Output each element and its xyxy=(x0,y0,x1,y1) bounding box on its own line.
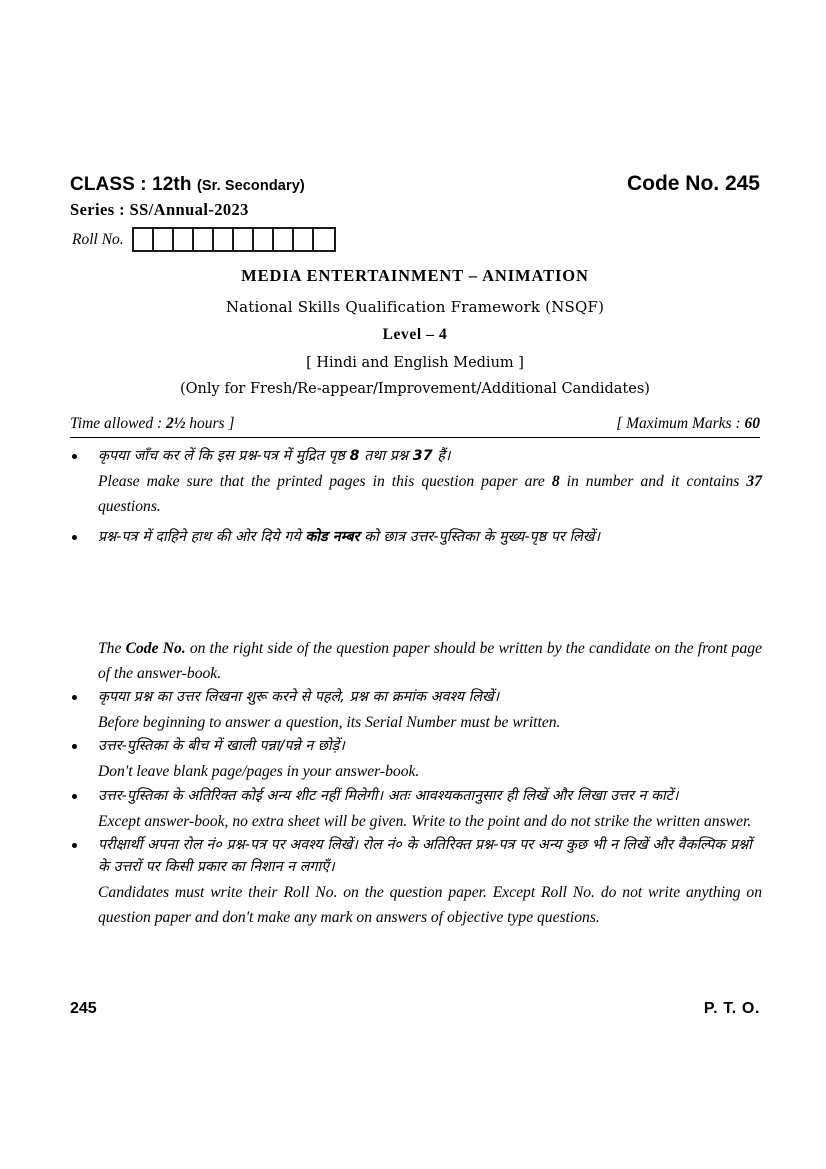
instruction-item-english: Don't leave blank page/pages in your answer-book. xyxy=(98,763,420,781)
time-allowed-value: 2½ xyxy=(166,415,186,432)
instruction-text: in number and it contains xyxy=(559,473,747,490)
roll-number-row xyxy=(72,227,336,252)
roll-number-cell[interactable] xyxy=(274,229,294,250)
roll-number-cell[interactable] xyxy=(194,229,214,250)
header-block xyxy=(70,172,760,220)
series-label: Series : SS/Annual-2023 xyxy=(70,200,249,219)
instruction-code-number-term: Code No. xyxy=(125,639,186,657)
class-code-row xyxy=(70,172,760,196)
footer-paper-code: 245 xyxy=(70,1000,97,1017)
time-allowed-suffix: hours ] xyxy=(185,415,235,432)
roll-number-cell[interactable] xyxy=(134,229,154,250)
instruction-text: कृपया जाँच कर लें कि इस प्रश्न-पत्र में मुद्रित पृष्ठ xyxy=(98,448,350,464)
medium-note: [ Hindi and English Medium ] xyxy=(306,355,524,371)
instruction-text: प्रश्न-पत्र में दाहिने हाथ की ओर दिये गये xyxy=(98,528,306,545)
maximum-marks xyxy=(616,415,760,433)
instruction-item-hindi: उत्तर-पुस्तिका के बीच में खाली पन्ना/पन्ने न छोड़ें। xyxy=(70,735,762,757)
instruction-pages-count: 8 xyxy=(551,473,560,490)
page-footer xyxy=(70,1000,760,1018)
instruction-text: Please make sure that the printed pages in this question paper are xyxy=(98,473,552,490)
exam-title-block xyxy=(70,266,760,397)
instruction-item-hindi xyxy=(70,445,762,467)
instruction-item-english xyxy=(70,469,762,520)
maximum-marks-prefix: [ Maximum Marks : xyxy=(616,415,745,432)
instruction-pages-count: 8 xyxy=(349,448,360,464)
instruction-item-hindi: कृपया प्रश्न का उत्तर लिखना शुरू करने से पहले, प्रश्न का क्रमांक अवश्य लिखें। xyxy=(70,686,762,708)
instruction-text: questions. xyxy=(98,498,161,516)
instruction-item-english xyxy=(70,636,762,687)
subject-title: MEDIA ENTERTAINMENT – ANIMATION xyxy=(241,266,589,285)
instructions-list xyxy=(70,445,762,930)
time-allowed xyxy=(70,415,235,433)
instruction-code-number-term: कोड नम्बर xyxy=(305,528,360,545)
instruction-text: हैं। xyxy=(432,448,451,464)
class-label xyxy=(70,174,305,196)
roll-number-cell[interactable] xyxy=(294,229,314,250)
blank-spacer xyxy=(70,550,762,636)
instruction-item-hindi xyxy=(70,526,762,548)
instruction-questions-count: 37 xyxy=(746,473,762,490)
instruction-text: The xyxy=(98,639,126,657)
instruction-item-english: Before beginning to answer a question, its Serial Number must be written. xyxy=(98,714,561,731)
roll-number-cell[interactable] xyxy=(174,229,194,250)
roll-number-cell[interactable] xyxy=(214,229,234,250)
maximum-marks-value: 60 xyxy=(744,415,760,432)
instruction-text: तथा प्रश्न xyxy=(359,448,413,464)
footer-pto-label: P. T. O. xyxy=(703,1000,760,1017)
framework-title: National Skills Qualification Framework (NSQF) xyxy=(225,298,605,316)
roll-number-input[interactable] xyxy=(132,227,336,252)
time-allowed-prefix: Time allowed : xyxy=(70,415,167,432)
instruction-item-hindi: परीक्षार्थी अपना रोल नं० प्रश्न-पत्र पर अवश्य लिखें। रोल नं० के अतिरिक्त प्रश्न-पत्र पर अन्य कुछ भी न लिखें और वैकल्पिक प्रश्नों के उत्तरों पर किसी प्रकार का निशान न लगाएँ। xyxy=(70,834,762,878)
instruction-text: on the right side of the question paper should be written by the candidate on the front page of the answer-book. xyxy=(98,639,762,682)
roll-number-cell[interactable] xyxy=(234,229,254,250)
roll-number-cell[interactable] xyxy=(314,229,334,250)
instruction-item-english: Except answer-book, no extra sheet will be given. Write to the point and do not strike the written answer. xyxy=(98,812,752,830)
candidate-eligibility-note: (Only for Fresh/Re-appear/Improvement/Additional Candidates) xyxy=(180,381,650,397)
instruction-item-english: Candidates must write their Roll No. on the question paper. Except Roll No. do not write anything on question paper and don't make any mark on answers of objective type questions. xyxy=(98,883,762,926)
time-and-marks-row xyxy=(70,415,760,438)
instruction-questions-count: 37 xyxy=(412,448,433,464)
roll-number-cell[interactable] xyxy=(254,229,274,250)
roll-number-cell[interactable] xyxy=(154,229,174,250)
class-sublabel: (Sr. Secondary) xyxy=(196,178,305,194)
code-number: Code No. 245 xyxy=(626,172,760,195)
roll-number-label: Roll No. xyxy=(72,230,124,248)
class-text: CLASS : 12th xyxy=(70,174,192,195)
level-title: Level – 4 xyxy=(382,326,448,343)
instruction-item-hindi: उत्तर-पुस्तिका के अतिरिक्त कोई अन्य शीट नहीं मिलेगी। अतः आवश्यकतानुसार ही लिखें और लिखा उत्तर न काटें। xyxy=(70,785,762,807)
instruction-text: को छात्र उत्तर-पुस्तिका के मुख्य-पृष्ठ पर लिखें। xyxy=(359,528,601,545)
